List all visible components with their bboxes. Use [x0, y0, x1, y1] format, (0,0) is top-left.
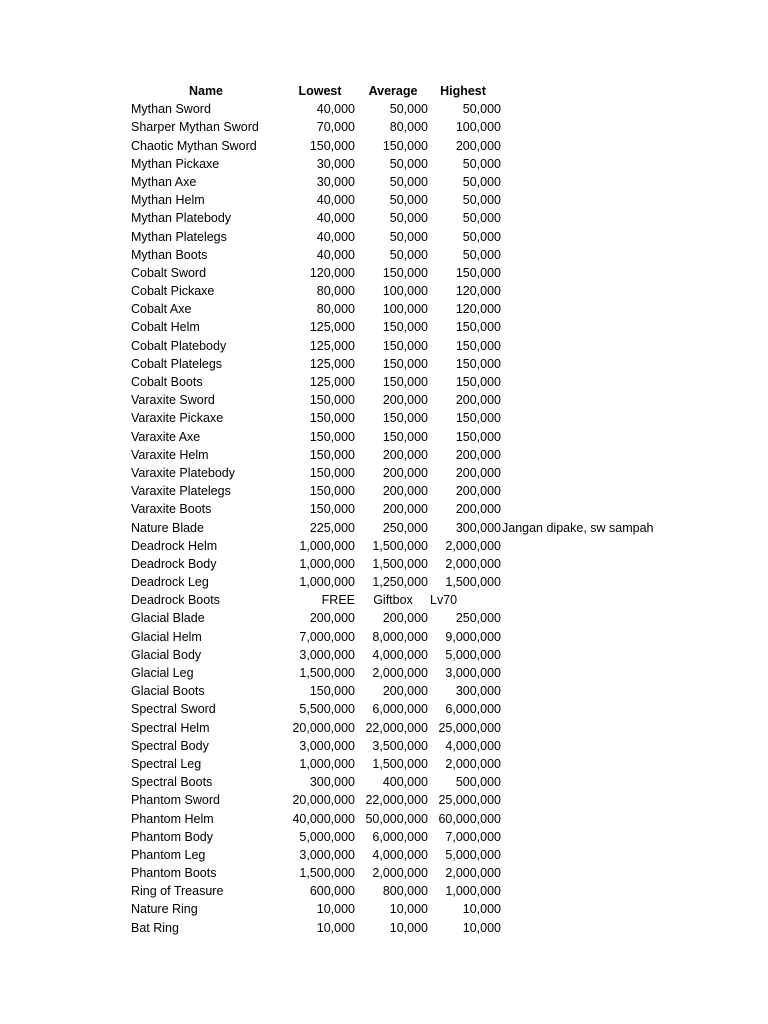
item-name: Varaxite Boots [131, 502, 212, 517]
item-name: Spectral Sword [131, 702, 216, 717]
lowest-price: 200,000 [309, 611, 355, 626]
item-name: Nature Ring [131, 902, 198, 917]
item-name: Mythan Helm [131, 193, 205, 208]
lowest-price: 40,000 [316, 193, 355, 208]
highest-price: 100,000 [455, 120, 501, 135]
lowest-price: 150,000 [309, 447, 355, 462]
highest-price: 50,000 [462, 247, 501, 262]
average-price: 2,000,000 [372, 866, 428, 881]
average-price: 1,500,000 [372, 556, 428, 571]
average-price: 6,000,000 [372, 702, 428, 717]
item-name: Deadrock Boots [131, 593, 220, 608]
lowest-price: 225,000 [309, 520, 355, 535]
average-price: 200,000 [382, 484, 428, 499]
average-price: 150,000 [382, 429, 428, 444]
highest-price: 10,000 [462, 920, 501, 935]
highest-price: 2,000,000 [445, 756, 501, 771]
highest-price: 50,000 [462, 102, 501, 117]
highest-price: 200,000 [455, 484, 501, 499]
item-name: Glacial Body [131, 647, 202, 662]
average-price: 150,000 [382, 138, 428, 153]
item-name: Varaxite Helm [131, 447, 209, 462]
item-name: Nature Blade [131, 520, 204, 535]
item-name: Cobalt Pickaxe [131, 284, 215, 299]
average-price: 150,000 [382, 265, 428, 280]
item-name: Varaxite Sword [131, 393, 215, 408]
average-price: 150,000 [382, 338, 428, 353]
item-name: Bat Ring [131, 920, 179, 935]
highest-price: 200,000 [455, 447, 501, 462]
lowest-price: 125,000 [309, 356, 355, 371]
item-name: Mythan Sword [131, 102, 211, 117]
item-name: Cobalt Boots [131, 375, 203, 389]
average-price: Giftbox [373, 593, 413, 608]
highest-price: 6,000,000 [445, 702, 501, 717]
highest-price: 50,000 [462, 211, 501, 226]
average-price: 150,000 [382, 320, 428, 335]
lowest-price: 125,000 [309, 375, 355, 389]
average-price: 6,000,000 [372, 829, 428, 844]
item-name: Phantom Body [131, 829, 213, 844]
header-average: Average [368, 84, 418, 98]
average-price: 200,000 [382, 684, 428, 699]
item-name: Cobalt Platebody [131, 338, 227, 353]
average-price: 400,000 [382, 775, 428, 790]
average-price: 50,000 [389, 102, 428, 117]
highest-price: 4,000,000 [445, 738, 501, 753]
average-price: 50,000 [389, 156, 428, 171]
header-name: Name [188, 84, 224, 98]
average-price: 50,000,000 [365, 811, 428, 826]
highest-price: 150,000 [455, 375, 501, 389]
average-price: 22,000,000 [365, 720, 428, 735]
average-price: 200,000 [382, 447, 428, 462]
item-name: Glacial Blade [131, 611, 205, 626]
item-name: Mythan Platelegs [131, 229, 227, 244]
item-name: Deadrock Leg [131, 575, 209, 590]
item-name: Spectral Leg [131, 756, 202, 771]
highest-price: 150,000 [455, 320, 501, 335]
average-price: 1,250,000 [372, 575, 428, 590]
lowest-price: 3,000,000 [299, 647, 355, 662]
item-name: Mythan Boots [131, 247, 208, 262]
average-price: 3,500,000 [372, 738, 428, 753]
average-price: 200,000 [382, 611, 428, 626]
average-price: 250,000 [382, 520, 428, 535]
highest-price: 120,000 [455, 302, 501, 317]
highest-price: 7,000,000 [445, 829, 501, 844]
item-name: Phantom Leg [131, 847, 206, 862]
highest-price: 2,000,000 [445, 538, 501, 553]
lowest-price: 600,000 [309, 884, 355, 899]
lowest-price: 40,000 [316, 229, 355, 244]
highest-price: 50,000 [462, 156, 501, 171]
highest-price: 60,000,000 [438, 811, 501, 826]
average-price: 8,000,000 [372, 629, 428, 644]
lowest-price: 40,000 [316, 102, 355, 117]
highest-price: 2,000,000 [445, 556, 501, 571]
highest-price: 120,000 [455, 284, 501, 299]
lowest-price: 150,000 [309, 684, 355, 699]
average-price: 80,000 [389, 120, 428, 135]
highest-price: 300,000 [455, 520, 501, 535]
highest-price: 200,000 [455, 393, 501, 408]
item-name: Cobalt Axe [131, 302, 192, 317]
highest-price: 3,000,000 [445, 666, 501, 680]
lowest-price: 5,000,000 [299, 829, 355, 844]
header-highest: Highest [440, 84, 486, 98]
item-name: Mythan Axe [131, 174, 197, 189]
highest-price: 10,000 [462, 902, 501, 917]
average-price: 150,000 [382, 375, 428, 389]
lowest-price: 70,000 [316, 120, 355, 135]
item-name: Cobalt Platelegs [131, 356, 223, 371]
highest-price: 200,000 [455, 465, 501, 480]
item-name: Varaxite Pickaxe [131, 411, 224, 426]
highest-price: 5,000,000 [445, 647, 501, 662]
lowest-price: 80,000 [316, 302, 355, 317]
lowest-price: 150,000 [309, 138, 355, 153]
item-name: Varaxite Platelegs [131, 484, 231, 499]
item-name: Phantom Sword [131, 793, 220, 808]
lowest-price: 10,000 [316, 920, 355, 935]
average-price: 10,000 [389, 920, 428, 935]
lowest-price: 1,500,000 [299, 666, 355, 680]
lowest-price: 150,000 [309, 393, 355, 408]
lowest-price: 150,000 [309, 429, 355, 444]
average-price: 200,000 [382, 465, 428, 480]
highest-price: 300,000 [455, 684, 501, 699]
average-price: 200,000 [382, 393, 428, 408]
lowest-price: 1,000,000 [299, 556, 355, 571]
item-name: Deadrock Helm [131, 538, 218, 553]
average-price: 150,000 [382, 411, 428, 426]
average-price: 200,000 [382, 502, 428, 517]
average-price: 50,000 [389, 229, 428, 244]
highest-price: 25,000,000 [438, 793, 501, 808]
item-name: Glacial Boots [131, 684, 205, 699]
lowest-price: 300,000 [309, 775, 355, 790]
lowest-price: 150,000 [309, 411, 355, 426]
highest-price: 50,000 [462, 229, 501, 244]
item-name: Mythan Pickaxe [131, 156, 220, 171]
highest-price: 1,500,000 [445, 575, 501, 590]
average-price: 800,000 [382, 884, 428, 899]
lowest-price: 3,000,000 [299, 738, 355, 753]
average-price: 50,000 [389, 174, 428, 189]
average-price: 1,500,000 [372, 756, 428, 771]
average-price: 50,000 [389, 193, 428, 208]
lowest-price: 30,000 [316, 156, 355, 171]
lowest-price: 20,000,000 [292, 793, 355, 808]
lowest-price: 40,000 [316, 247, 355, 262]
lowest-price: 40,000,000 [292, 811, 355, 826]
lowest-price: 125,000 [309, 338, 355, 353]
lowest-price: 150,000 [309, 502, 355, 517]
item-name: Varaxite Axe [131, 429, 201, 444]
average-price: 50,000 [389, 211, 428, 226]
header-lowest: Lowest [298, 84, 342, 98]
highest-price: 150,000 [455, 338, 501, 353]
item-name: Phantom Helm [131, 811, 214, 826]
average-price: 50,000 [389, 247, 428, 262]
item-name: Spectral Helm [131, 720, 210, 735]
item-note: Jangan dipake, sw sampah [502, 520, 654, 535]
lowest-price: 1,000,000 [299, 756, 355, 771]
average-price: 10,000 [389, 902, 428, 917]
average-price: 100,000 [382, 284, 428, 299]
item-name: Phantom Boots [131, 866, 217, 881]
highest-price: Lv70 [430, 593, 458, 608]
lowest-price: 5,500,000 [299, 702, 355, 717]
item-name: Cobalt Sword [131, 265, 207, 280]
item-name: Glacial Helm [131, 629, 202, 644]
lowest-price: 1,000,000 [299, 575, 355, 590]
item-name: Deadrock Body [131, 556, 217, 571]
highest-price: 250,000 [455, 611, 501, 626]
average-price: 150,000 [382, 356, 428, 371]
lowest-price: 150,000 [309, 465, 355, 480]
highest-price: 5,000,000 [445, 847, 501, 862]
lowest-price: 3,000,000 [299, 847, 355, 862]
lowest-price: 30,000 [316, 174, 355, 189]
average-price: 4,000,000 [372, 647, 428, 662]
lowest-price: 125,000 [309, 320, 355, 335]
highest-price: 50,000 [462, 174, 501, 189]
item-name: Sharper Mythan Sword [131, 120, 259, 135]
item-name: Chaotic Mythan Sword [131, 138, 257, 153]
lowest-price: 20,000,000 [292, 720, 355, 735]
average-price: 100,000 [382, 302, 428, 317]
lowest-price: 80,000 [316, 284, 355, 299]
average-price: 4,000,000 [372, 847, 428, 862]
average-price: 1,500,000 [372, 538, 428, 553]
highest-price: 200,000 [455, 138, 501, 153]
lowest-price: FREE [321, 593, 355, 608]
highest-price: 50,000 [462, 193, 501, 208]
item-name: Spectral Body [131, 738, 209, 753]
item-name: Cobalt Helm [131, 320, 200, 335]
lowest-price: 1,000,000 [299, 538, 355, 553]
lowest-price: 10,000 [316, 902, 355, 917]
item-name: Spectral Boots [131, 775, 213, 790]
highest-price: 150,000 [455, 356, 501, 371]
lowest-price: 1,500,000 [299, 866, 355, 881]
lowest-price: 120,000 [309, 265, 355, 280]
highest-price: 200,000 [455, 502, 501, 517]
highest-price: 150,000 [455, 411, 501, 426]
lowest-price: 40,000 [316, 211, 355, 226]
average-price: 2,000,000 [372, 666, 428, 680]
item-name: Glacial Leg [131, 666, 194, 680]
item-name: Ring of Treasure [131, 884, 224, 899]
highest-price: 150,000 [455, 265, 501, 280]
item-name: Mythan Platebody [131, 211, 232, 226]
highest-price: 150,000 [455, 429, 501, 444]
lowest-price: 150,000 [309, 484, 355, 499]
highest-price: 1,000,000 [445, 884, 501, 899]
lowest-price: 7,000,000 [299, 629, 355, 644]
highest-price: 9,000,000 [445, 629, 501, 644]
highest-price: 2,000,000 [445, 866, 501, 881]
item-name: Varaxite Platebody [131, 465, 235, 480]
highest-price: 25,000,000 [438, 720, 501, 735]
average-price: 22,000,000 [365, 793, 428, 808]
highest-price: 500,000 [455, 775, 501, 790]
